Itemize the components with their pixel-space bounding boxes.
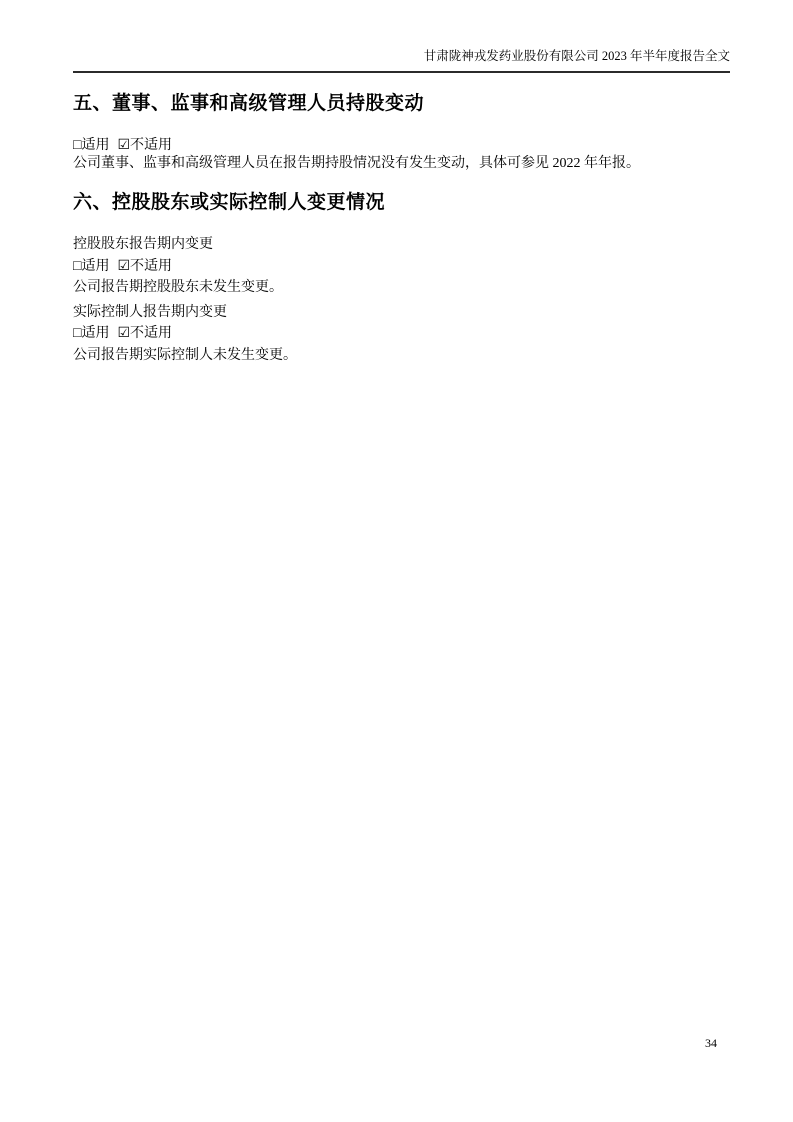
checkbox-checked-icon: ☑: [117, 259, 131, 274]
actual-controller-note: 公司报告期实际控制人未发生变更。: [73, 348, 297, 363]
applicable-label: 适用: [81, 138, 110, 153]
section-five-heading: 五、董事、监事和高级管理人员持股变动: [73, 93, 425, 114]
checkbox-checked-icon: ☑: [117, 326, 131, 341]
not-applicable-label: 不适用: [130, 138, 173, 153]
not-applicable-option: [117, 259, 172, 275]
section-five-note: 公司董事、监事和高级管理人员在报告期持股情况没有发生变动，具体可参见 2022 年年报。: [73, 156, 640, 171]
not-applicable-label: 不适用: [130, 326, 173, 341]
checkbox-checked-icon: ☑: [117, 138, 131, 153]
actual-controller-change-label: 实际控制人报告期内变更: [73, 305, 227, 320]
applicable-option: [73, 259, 109, 275]
checkbox-unchecked-icon: □: [73, 259, 82, 274]
applicability-row-controlling-shareholder: [73, 259, 172, 275]
applicable-option: [73, 138, 109, 154]
applicable-label: 适用: [81, 259, 110, 274]
applicable-option: [73, 326, 109, 342]
controlling-shareholder-change-label: 控股股东报告期内变更: [73, 237, 213, 252]
controlling-shareholder-note: 公司报告期控股股东未发生变更。: [73, 280, 283, 295]
not-applicable-option: [117, 326, 172, 342]
applicable-label: 适用: [81, 326, 110, 341]
applicability-row-directors-shareholding: [73, 138, 172, 154]
not-applicable-label: 不适用: [130, 259, 173, 274]
running-header-title: 甘肃陇神戎发药业股份有限公司 2023 年半年度报告全文: [423, 49, 730, 63]
checkbox-unchecked-icon: □: [73, 138, 82, 153]
page-content: [73, 0, 733, 1122]
section-six-heading: 六、控股股东或实际控制人变更情况: [73, 192, 386, 213]
checkbox-unchecked-icon: □: [73, 326, 82, 341]
page-number: 34: [705, 1036, 717, 1050]
applicability-row-actual-controller: [73, 326, 172, 342]
not-applicable-option: [117, 138, 172, 154]
